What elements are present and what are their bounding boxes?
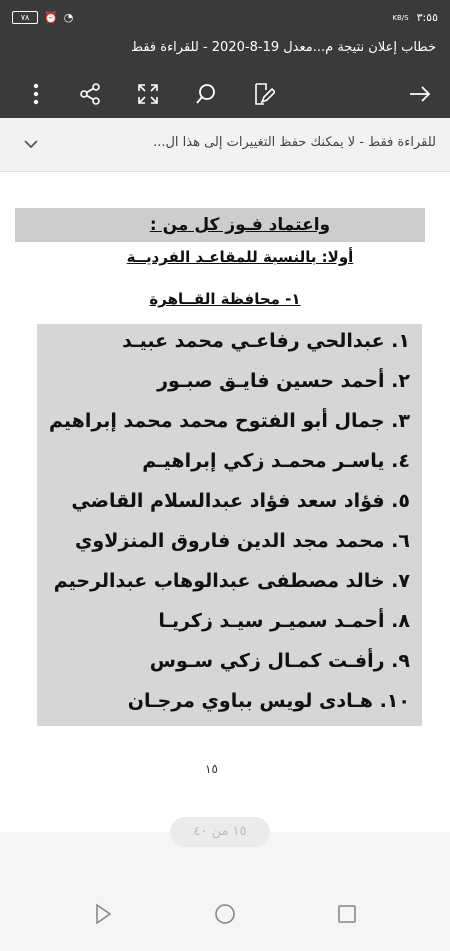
heading-text: واعتماد فـوز كل من :: [149, 215, 331, 235]
chevron-down-icon[interactable]: [24, 134, 38, 153]
fullscreen-icon[interactable]: [134, 80, 162, 108]
alarm-icon: ⏰: [44, 11, 58, 24]
battery-icon: ٧٨: [12, 11, 38, 24]
read-only-notice[interactable]: [0, 118, 450, 172]
status-bar: [0, 0, 450, 36]
clock: ٣:٥٥: [416, 11, 438, 24]
status-right: [392, 11, 438, 24]
list-item: ٣. جمال أبو الفتوح محمد محمد إبراهيم: [49, 410, 410, 432]
section-heading: أولا: بالنسبة للمقاعـد الفرديــة: [126, 248, 354, 266]
region-heading: ١- محافظة القــاهرة: [149, 290, 301, 308]
more-vert-icon[interactable]: [22, 80, 50, 108]
list-item: ٨. أحمـد سميـر سيـد زكريـا: [158, 610, 410, 632]
list-item: ٢. أحمد حسين فايـق صبـور: [157, 370, 410, 392]
list-item: ١. عبدالحي رفاعـي محمد عبيـد: [122, 330, 410, 352]
toolbar: [0, 68, 450, 118]
notice-text: للقراءة فقط - لا يمكنك حفظ التغييرات إلى هذا ال...: [153, 135, 436, 150]
wifi-icon: ◔: [63, 11, 74, 24]
recents-square-icon[interactable]: [332, 899, 362, 929]
names-list: [37, 324, 422, 726]
list-item: ٤. ياسـر محمـد زكي إبراهيـم: [142, 450, 410, 472]
document-title: خطاب إعلان نتيجة م...معدل 19-8-2020 - للقراءة فقط: [0, 36, 450, 68]
system-nav-bar: [0, 877, 450, 951]
list-item: ٩. رأفـت كمـال زكي سـوس: [149, 650, 410, 672]
list-item: ٧. خالد مصطفى عبدالوهاب عبدالرحيم: [53, 570, 410, 592]
list-item: ٦. محمد مجد الدين فاروق المنزلاوي: [75, 530, 410, 552]
status-left: [12, 11, 73, 24]
list-item: ٥. فؤاد سعد فؤاد عبدالسلام القاضي: [71, 490, 410, 512]
back-triangle-icon[interactable]: [88, 899, 118, 929]
document-page[interactable]: [0, 172, 450, 839]
list-item: ١٠. هـادى لويس بباوي مرجـان: [127, 690, 410, 712]
forward-arrow-icon[interactable]: [406, 80, 434, 108]
search-icon[interactable]: [192, 80, 220, 108]
edit-icon[interactable]: [250, 80, 278, 108]
network-speed: KB/S: [392, 13, 409, 22]
heading-box: [15, 208, 425, 242]
page-number: ١٥: [205, 762, 218, 776]
home-circle-icon[interactable]: [210, 899, 240, 929]
page-indicator: ١٥ من ٤٠: [170, 817, 270, 847]
share-icon[interactable]: [76, 80, 104, 108]
